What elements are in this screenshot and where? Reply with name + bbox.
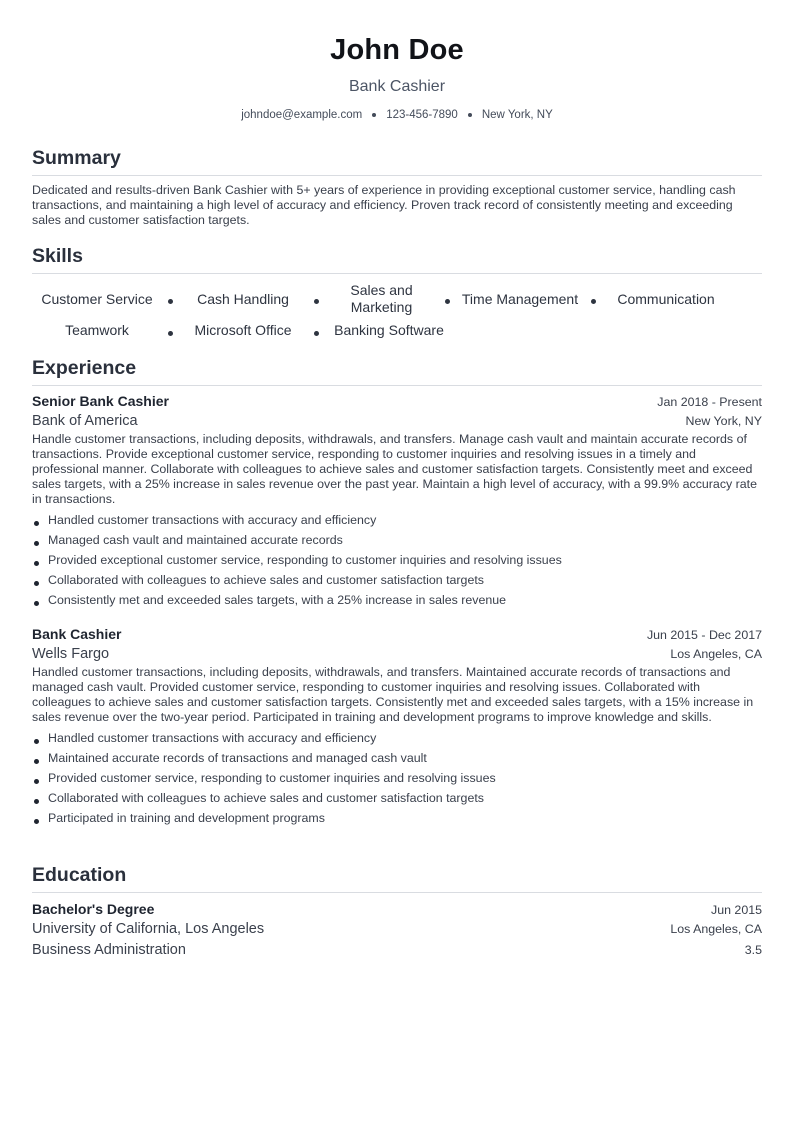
list-item: Collaborated with colleagues to achieve sales and customer satisfaction targets bbox=[32, 570, 762, 590]
job-dates: Jan 2018 - Present bbox=[657, 395, 762, 409]
skill-item: Cash Handling bbox=[197, 290, 289, 307]
field-of-study: Business Administration bbox=[32, 942, 186, 958]
skill-item: Communication bbox=[617, 290, 715, 307]
skill-separator bbox=[308, 326, 324, 336]
list-item: Collaborated with colleagues to achieve sales and customer satisfaction targets bbox=[32, 788, 762, 808]
job-location: New York, NY bbox=[685, 414, 762, 428]
degree: Bachelor's Degree bbox=[32, 901, 155, 917]
skill-item: Microsoft Office bbox=[194, 322, 292, 338]
education-location: Los Angeles, CA bbox=[670, 922, 762, 936]
list-item: Maintained accurate records of transactions and managed cash vault bbox=[32, 748, 762, 768]
skill-separator bbox=[439, 294, 455, 304]
gpa: 3.5 bbox=[744, 943, 762, 957]
skills-heading: Skills bbox=[32, 244, 762, 274]
job-bullets bbox=[32, 510, 762, 610]
job-entry bbox=[32, 393, 762, 610]
candidate-title: Bank Cashier bbox=[348, 78, 446, 95]
list-item: Handled customer transactions with accuracy and efficiency bbox=[32, 510, 762, 530]
skill-item: Banking Software bbox=[334, 322, 444, 338]
skill-item: Customer Service bbox=[41, 290, 153, 307]
skills-row bbox=[32, 316, 762, 345]
job-description: Handled customer transactions, including deposits, withdrawals, and transfers. Maintained accurate records of transactions and managed cash vault. Provided customer service, responding to customer inquiries and resolving issues. Collaborated with colleagues to achieve sales and customer satisfaction targets. Consistently met and exceeded sales targets, with a 15% increase in sales revenue over the two-year period. Participated in training and development programs to improve knowledge and skills. bbox=[32, 665, 754, 724]
contact-location: New York, NY bbox=[481, 109, 553, 121]
skills-row bbox=[32, 282, 762, 316]
list-item: Handled customer transactions with accuracy and efficiency bbox=[32, 728, 762, 748]
job-dates: Jun 2015 - Dec 2017 bbox=[646, 628, 762, 642]
skills-list bbox=[32, 282, 762, 345]
separator-dot bbox=[468, 113, 472, 117]
list-item: Participated in training and development programs bbox=[32, 808, 762, 828]
job-company: Bank of America bbox=[32, 413, 138, 429]
skill-separator bbox=[585, 294, 601, 304]
job-company: Wells Fargo bbox=[32, 646, 110, 662]
job-title: Senior Bank Cashier bbox=[32, 393, 169, 409]
candidate-name: John Doe bbox=[330, 34, 464, 66]
skill-separator bbox=[308, 294, 324, 304]
job-description: Handle customer transactions, including deposits, withdrawals, and transfers. Manage cash vault and maintain accurate records of transactions. Provide exceptional customer service, responding to customer inquiries and resolving issues in a timely and professional manner. Collaborate with colleagues to achieve sales and customer satisfaction targets. Consistently meet and exceed sales targets, with a 25% increase in sales revenue over the past year. Maintain a high level of accuracy, with a 99.9% accuracy rate in transactions. bbox=[32, 432, 758, 506]
separator-dot bbox=[372, 113, 376, 117]
list-item: Provided customer service, responding to customer inquiries and resolving issues bbox=[32, 768, 762, 788]
job-location: Los Angeles, CA bbox=[670, 647, 762, 661]
education-entry bbox=[32, 900, 762, 961]
job-title: Bank Cashier bbox=[32, 626, 122, 642]
education-heading: Education bbox=[32, 863, 762, 893]
skill-separator bbox=[162, 326, 178, 336]
institution: University of California, Los Angeles bbox=[32, 921, 265, 937]
experience-heading: Experience bbox=[32, 356, 762, 386]
skill-item: Teamwork bbox=[65, 322, 129, 338]
contact-email[interactable]: johndoe@example.com bbox=[241, 109, 363, 121]
education-date: Jun 2015 bbox=[711, 903, 762, 917]
skill-separator bbox=[162, 294, 178, 304]
list-item: Managed cash vault and maintained accurate records bbox=[32, 530, 762, 550]
contact-phone[interactable]: 123-456-7890 bbox=[386, 109, 458, 121]
job-entry bbox=[32, 626, 762, 828]
job-bullets bbox=[32, 728, 762, 828]
list-item: Consistently met and exceeded sales targets, with a 25% increase in sales revenue bbox=[32, 590, 762, 610]
summary-heading: Summary bbox=[32, 146, 762, 176]
contact-line bbox=[32, 107, 762, 123]
list-item: Provided exceptional customer service, responding to customer inquiries and resolving issues bbox=[32, 550, 762, 570]
summary-text: Dedicated and results-driven Bank Cashier with 5+ years of experience in providing exceptional customer service, handling cash transactions, and maintaining a high level of accuracy and efficiency. Proven track record of consistently meeting and exceeding sales and customer satisfaction targets. bbox=[32, 183, 736, 227]
skill-item: Time Management bbox=[461, 290, 579, 307]
skill-item: Sales and Marketing bbox=[350, 282, 413, 315]
